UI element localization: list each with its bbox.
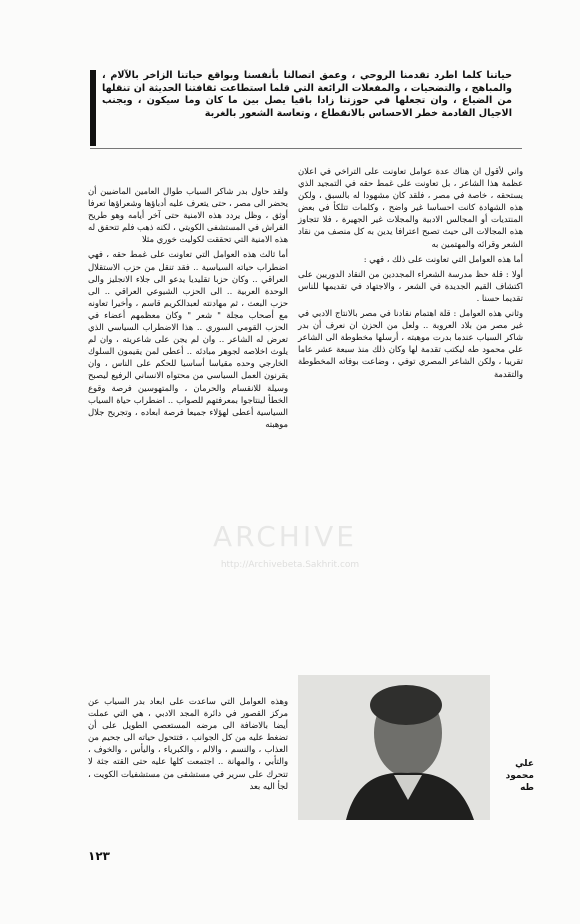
paragraph: ولقد حاول بدر شاكر السياب طوال العامين الماضيين أن يحضر الى مصر ، حتى يتعرف عليه أدباؤها وشعراؤها تعرفا أوثق ، وظل يردد هذه الامنية حتى آخر أيامه وهو طريح الفراش في المستشفى الكويتي ، لكنه ذهب فلم تتحقق له هذه الامنية التي تحققت لكوليت خوري مثلا <box>88 186 288 245</box>
lead-paragraph: حياتنا كلما اطرد تقدمنا الروحي ، وعمق اتصالنا بأنفسنا وبواقع حياتنا الزاخر بالآلام ، والمباهج ، والتضحيات ، والمفعلات الرائعة التي قلما استطاعت ثقافتنا الحديثة ان تنقلها من الضياع ، وان تجعلها في حوزتنا زادا باقيا يصل بين ما كان وما سيكون ، ويجنب الاجيال القادمة خطر الاحساس بالانقطاع ، وتعاسة الشعور بالغربة <box>90 70 512 146</box>
caption-line: محمود <box>505 771 534 781</box>
paragraph: وهذه العوامل التي ساعدت على ابعاد بدر السياب عن مركز القصور في دائرة المجد الادبي ، هي التي عملت أيضا بالاضافة الى مرضه المستعصي الطويل على أن تضغط عليه من كل الجوانب ، فتتحول حياته الى جحيم من العذاب ، والنسم ، والالم ، والكبرياء ، واليأس ، والخوف ، والتأبي ، والمهانة .. اجتمعت كلها عليه حتى القته جثة لا تتحرك على سرير في مستشفى من مستشفيات الكويت ، لجأ اليه بعد <box>88 696 288 791</box>
portrait-photo <box>298 675 490 820</box>
article-column-right <box>298 165 523 565</box>
paragraph: أما ثالث هذه العوامل التي تعاونت على غمط حقه ، فهي اضطراب حياته السياسية .. فقد تنقل من حزب الاستقلال العراقي .. وكان حزبا تقليديا يدعو الى جلاء الانجليز والى الوحدة العربية .. الى الحزب الشيوعي العراقي .. الى حزب البعث ، ثم مهادنته لعبدالكريم قاسم ، وأخيرا تعاونه مع أصحاب مجلة " شعر " وكان معظمهم أعضاء في الحزب القومي السوري .. هذا الاضطراب السياسي الذي تعرض له الشاعر .. وان لم يجن على شاعريته ، وان لم يلوث اخلاصه لجوهر مبادئه .. أعطى لمن يقيمون السلوك الخارجي وحده مقياسا أساسيا للحكم على الناس ، وان يقرنون العمل السياسي من محتواه الانساني الرفيع ليصبح وسيلة للانقسام والحرمان ، والمتهوسين فرصة وقوع الخطأ لينتاجوا بمعرفتهم للصواب .. اضطراب حياة السياب السياسية أعطى لهؤلاء جميعا فرصة ابعاده ، وتجريح جلال موهبته <box>88 249 288 429</box>
watermark-url: http://Archivebeta.Sakhrit.com <box>220 560 360 570</box>
divider <box>90 148 522 149</box>
photo-caption <box>500 758 534 794</box>
caption-line: طه <box>520 783 534 793</box>
paragraph: وثاني هذه العوامل : قلة اهتمام نقادنا في مصر بالانتاج الادبي في غير مصر من بلاد العروبة .. ولعل من الحزن ان نعرف أن بدر شاكر السياب عندما بدرت موهبته ، أرسلها مخطوطة الى الشاعر علي محمود طه ليكتب تقدمة لها وكان ذلك منذ سبعة عشر عاما تقريبا ، ولكن الشاعر المصري توفي ، وضاعت بوفاته المخطوطة والتقدمة <box>298 308 523 379</box>
paragraph: أولا : قلة حظ مدرسة الشعراء المجددين من النقاد الدوريين على اكتشاف القيم الجديدة في الشعر ، والاجتهاد في تقديمها للناس تقديما حسنا . <box>298 268 523 303</box>
paragraph: واني لأقول ان هناك عدة عوامل تعاونت على التراخي في اعلان عظمة هذا الشاعر ، بل تعاونت على غمط حقه في التمجيد الذي يستحقه ، خاصة في مصر ، فلقد كان مشهودا له بالسبق ، ولكن هذه الشهادة كانت احساسا غير واضح ، وكلمات تتلكأ في بعض المنتديات أو المجالس الادبية والمجلات غير الجهيرة ، فلا تتجاوز هذه المجالات الى حيث تصبح اعترافا يدين به كل منصف من نقاد الشعر وقرائه والمهتمين به <box>298 166 523 249</box>
caption-line: علي <box>515 759 534 769</box>
watermark-logo: ARCHIVE <box>213 520 357 553</box>
article-column-left <box>88 185 288 685</box>
portrait-image <box>298 675 490 820</box>
page-number: ١٢٣ <box>88 849 110 863</box>
article-column-left-bottom <box>88 695 288 845</box>
paragraph: أما هذه العوامل التي تعاونت على ذلك ، فهي : <box>363 253 523 264</box>
